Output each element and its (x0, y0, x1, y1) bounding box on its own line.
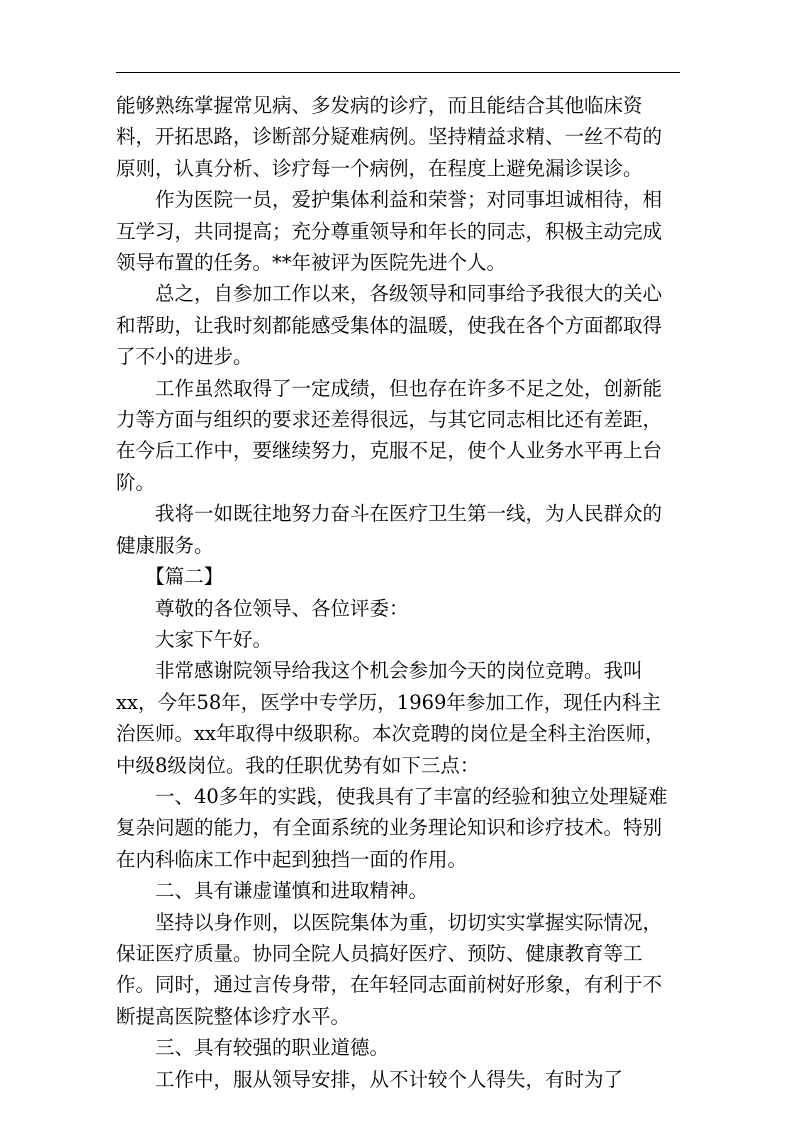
paragraph: 工作中，服从领导安排，从不计较个人得失，有时为了 (155, 1067, 624, 1091)
paragraph: 一、40多年的实践，使我具有了丰富的经验和独立处理疑难复杂问题的能力，有全面系统的业务理论知识和诊疗技术。特别在内科临床工作中起到独挡一面的作用。 (116, 784, 668, 871)
document-body (116, 90, 676, 1095)
paragraph: 坚持以身作则，以医院集体为重，切切实实掌握实际情况，保证医疗质量。协同全院人员搞好医疗、预防、健康教育等工作。同时，通过言传身带，在年轻同志面前树好形象，有利于不断提高医院整体诊疗水平。 (116, 910, 663, 1028)
header-rule (116, 72, 680, 73)
paragraph: 总之，自参加工作以来，各级领导和同事给予我很大的关心和帮助，让我时刻都能感受集体的温暖，使我在各个方面都取得了不小的进步。 (116, 282, 663, 369)
paragraph: 非常感谢院领导给我这个机会参加今天的岗位竞聘。我叫xx，今年58年，医学中专学历，1969年参加工作，现任内科主治医师。xx年取得中级职称。本次竞聘的岗位是全科主治医师，中级8级岗位。我的任职优势有如下三点： (116, 659, 665, 777)
subheading: 三、具有较强的职业道德。 (155, 1036, 390, 1060)
salutation: 尊敬的各位领导、各位评委： (155, 596, 409, 620)
subheading: 二、具有谦虚谨慎和进取精神。 (155, 879, 429, 903)
paragraph: 我将一如既往地努力奋斗在医疗卫生第一线，为人民群众的健康服务。 (116, 502, 663, 557)
paragraph: 作为医院一员，爱护集体利益和荣誉；对同事坦诚相待，相互学习，共同提高；充分尊重领导和年长的同志，积极主动完成领导布置的任务。**年被评为医院先进个人。 (116, 188, 663, 275)
paragraph: 工作虽然取得了一定成绩，但也存在许多不足之处，创新能力等方面与组织的要求还差得很远，与其它同志相比还有差距，在今后工作中，要继续努力，克服不足，使个人业务水平再上台阶。 (116, 376, 663, 494)
section-heading: 【篇二】 (145, 565, 224, 589)
paragraph-continued: 能够熟练掌握常见病、多发病的诊疗，而且能结合其他临床资料，开拓思路，诊断部分疑难病例。坚持精益求精、一丝不苟的原则，认真分析、诊疗每一个病例，在程度上避免漏诊误诊。 (116, 94, 663, 180)
greeting: 大家下午好。 (155, 627, 273, 651)
